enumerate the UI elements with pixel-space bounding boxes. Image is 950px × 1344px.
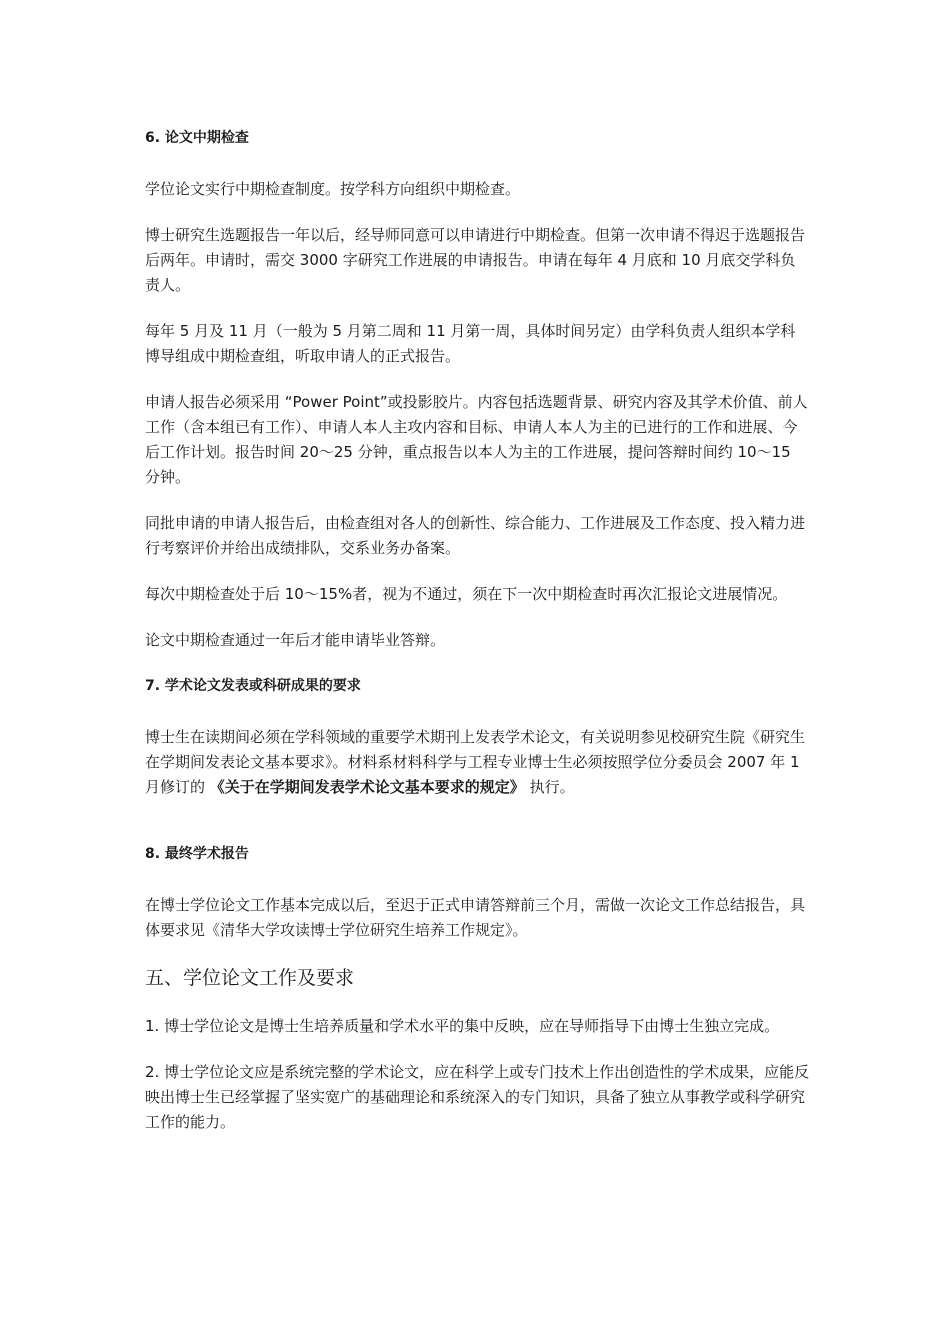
section-8-paragraph: 在博士学位论文工作基本完成以后，至迟于正式申请答辩前三个月，需做一次论文工作总结报告，具体要求见《清华大学攻读博士学位研究生培养工作规定》。 — [145, 896, 806, 939]
section-6-paragraph-2: 博士研究生选题报告一年以后，经导师同意可以申请进行中期检查。但第一次申请不得迟于选题报告后两年。申请时，需交 3000 字研究工作进展的申请报告。申请在每年 4 月底和 10 月底交学科负责人。 — [145, 226, 806, 294]
section-7-paragraph — [145, 725, 810, 800]
section-6-paragraph-1: 学位论文实行中期检查制度。按学科方向组织中期检查。 — [145, 180, 521, 198]
regulation-title: 《关于在学期间发表学术论文基本要求的规定》 — [209, 778, 525, 796]
chapter-5-paragraph-2: 2. 博士学位论文应是系统完整的学术论文，应在科学上或专门技术上作出创造性的学术成果，应能反映出博士生已经掌握了坚实宽广的基础理论和系统深入的专门知识，具备了独立从事教学或科学研究工作的能力。 — [145, 1063, 810, 1131]
chapter-5-heading: 五、学位论文工作及要求 — [145, 967, 355, 989]
section-6-heading: 6. 论文中期检查 — [145, 130, 249, 146]
section-6-paragraph-6: 每次中期检查处于后 10～15%者，视为不通过，须在下一次中期检查时再次汇报论文进展情况。 — [145, 585, 788, 603]
section-7-text-end: 执行。 — [524, 778, 575, 796]
section-6-paragraph-4: 申请人报告必须采用 “Power Point”或投影胶片。内容包括选题背景、研究内容及其学术价值、前人工作（含本组已有工作）、申请人本人主攻内容和目标、申请人本人为主的已进行的工作和进展、今后工作计划。报告时间 20～25 分钟，重点报告以本人为主的工作进展，提问答辩时间约 10～15 分钟。 — [145, 393, 808, 486]
section-6-paragraph-5: 同批申请的申请人报告后，由检查组对各人的创新性、综合能力、工作进展及工作态度、投入精力进行考察评价并给出成绩排队，交系业务办备案。 — [145, 514, 806, 557]
section-7-text-start: 博士生在读期间必须在学科领域的重要学术期刊上发表学术论文，有关说明参见校研究生院《研究生在学期间发表论文基本要求》。材料系材料科学与工程专业博士生必须按照学位分委员会 2007 年 1 月修订的 — [145, 728, 806, 796]
section-8-heading: 8. 最终学术报告 — [145, 846, 249, 862]
section-7-heading: 7. 学术论文发表或科研成果的要求 — [145, 678, 361, 694]
chapter-5-paragraph-1: 1. 博士学位论文是博士生培养质量和学术水平的集中反映，应在导师指导下由博士生独立完成。 — [145, 1017, 780, 1035]
section-6-paragraph-3: 每年 5 月及 11 月（一般为 5 月第二周和 11 月第一周，具体时间另定）由学科负责人组织本学科博导组成中期检查组，听取申请人的正式报告。 — [145, 322, 796, 365]
document-body — [145, 126, 810, 1156]
section-6-paragraph-7: 论文中期检查通过一年后才能申请毕业答辩。 — [145, 631, 446, 649]
